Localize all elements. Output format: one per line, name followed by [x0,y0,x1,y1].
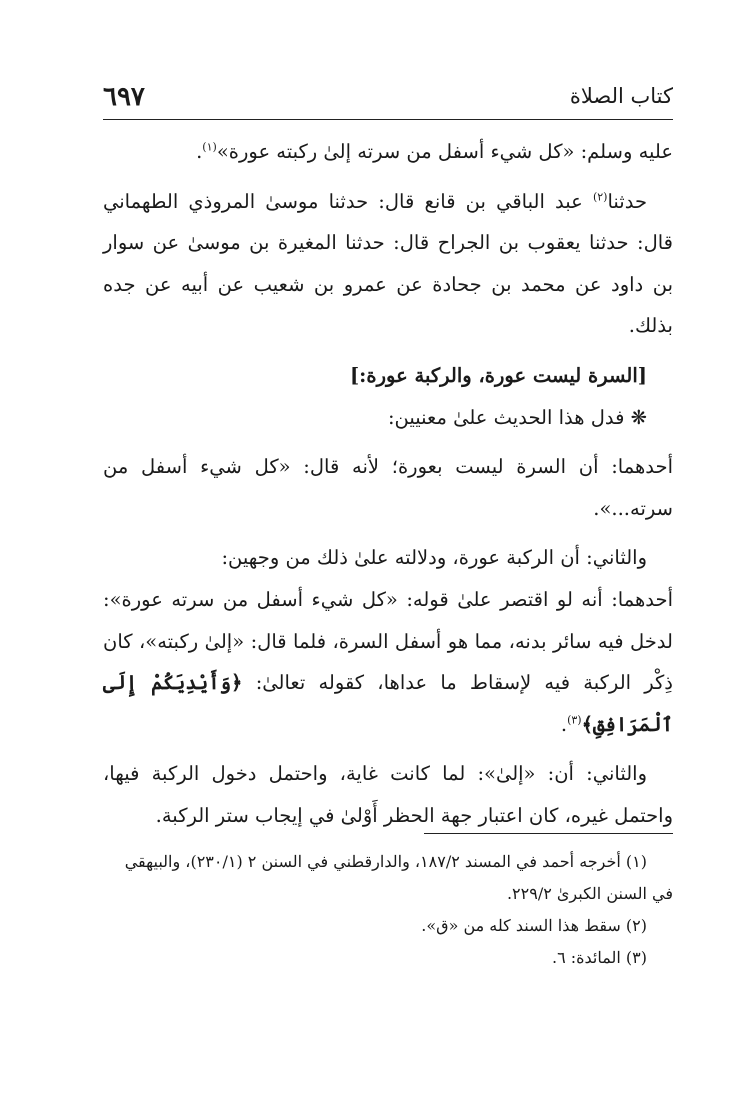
footnote-ref-3: (٣) [567,713,582,727]
paragraph-4: أحدهما: أن السرة ليست بعورة؛ لأنه قال: «كل شيء أسفل من سرته...». [103,455,673,520]
paragraph-6-text: أحدهما: أنه لو اقتصر علىٰ قوله: «كل شيء أسفل من سرته عورة»: لدخل فيه سائر بدنه، مما هو أسفل السرة، فلما قال: «إلىٰ ركبته»، كان ذِكْر الركبة فيه لإسقاط ما عداها، كقوله تعالىٰ: [103,587,673,695]
footnote-1: (١) أخرجه أحمد في المسند ١٨٧/٢، والدارقطني في السنن ٢ (٢٣٠/١)، والبيهقي في السنن الكبرىٰ ٢٢٩/٢. [124,852,673,903]
main-text [103,131,673,837]
footnote-divider [424,833,673,834]
paragraph-2 [103,181,673,347]
page-number: ٦٩٧ [103,82,145,112]
footnote-ref-2: (٢) [592,190,608,204]
paragraph-6-end: . [560,712,568,736]
header-divider [103,119,673,120]
paragraph-2-text: عبد الباقي بن قانع قال: حدثنا موسىٰ المروذي الطهماني قال: حدثنا يعقوب بن الجراح قال: حدثنا المغيرة بن موسىٰ عن سوار بن داود عن محمد بن جحادة عن عمرو بن شعيب عن أبيه عن جده بذلك. [103,189,673,338]
paragraph-1-text: عليه وسلم: «كل شيء أسفل من سرته إلىٰ ركبته عورة» [216,140,673,163]
footnotes [103,846,673,974]
footnote-ref-1: (١) [202,140,217,154]
book-chapter-title: كتاب الصلاة [569,84,673,108]
paragraph-1 [103,131,673,173]
section-heading: [السرة ليست عورة، والركبة عورة:] [349,363,647,387]
quran-verse: ﴿وَأَيْدِيَكُمْ إِلَى ٱلْمَرَافِقِ﴾ [103,671,673,736]
paragraph-6 [103,579,673,745]
footnote-2: (٢) سقط هذا السند كله من «ق». [421,916,647,935]
paragraph-1-end: . [196,140,203,163]
paragraph-7: والثاني: أن: «إلىٰ»: لما كانت غاية، واحتمل دخول الركبة فيها، واحتمل غيره، كان اعتبار جهة الحظر أَوْلىٰ في إيجاب ستر الركبة. [103,762,673,827]
footnote-3: (٣) المائدة: ٦. [551,948,647,967]
paragraph-2-start: حدثنا [607,189,647,213]
paragraph-3: ❋ فدل هذا الحديث علىٰ معنيين: [387,405,647,429]
paragraph-5: والثاني: أن الركبة عورة، ودلالته علىٰ ذلك من وجهين: [221,546,647,570]
page-header [103,84,673,116]
